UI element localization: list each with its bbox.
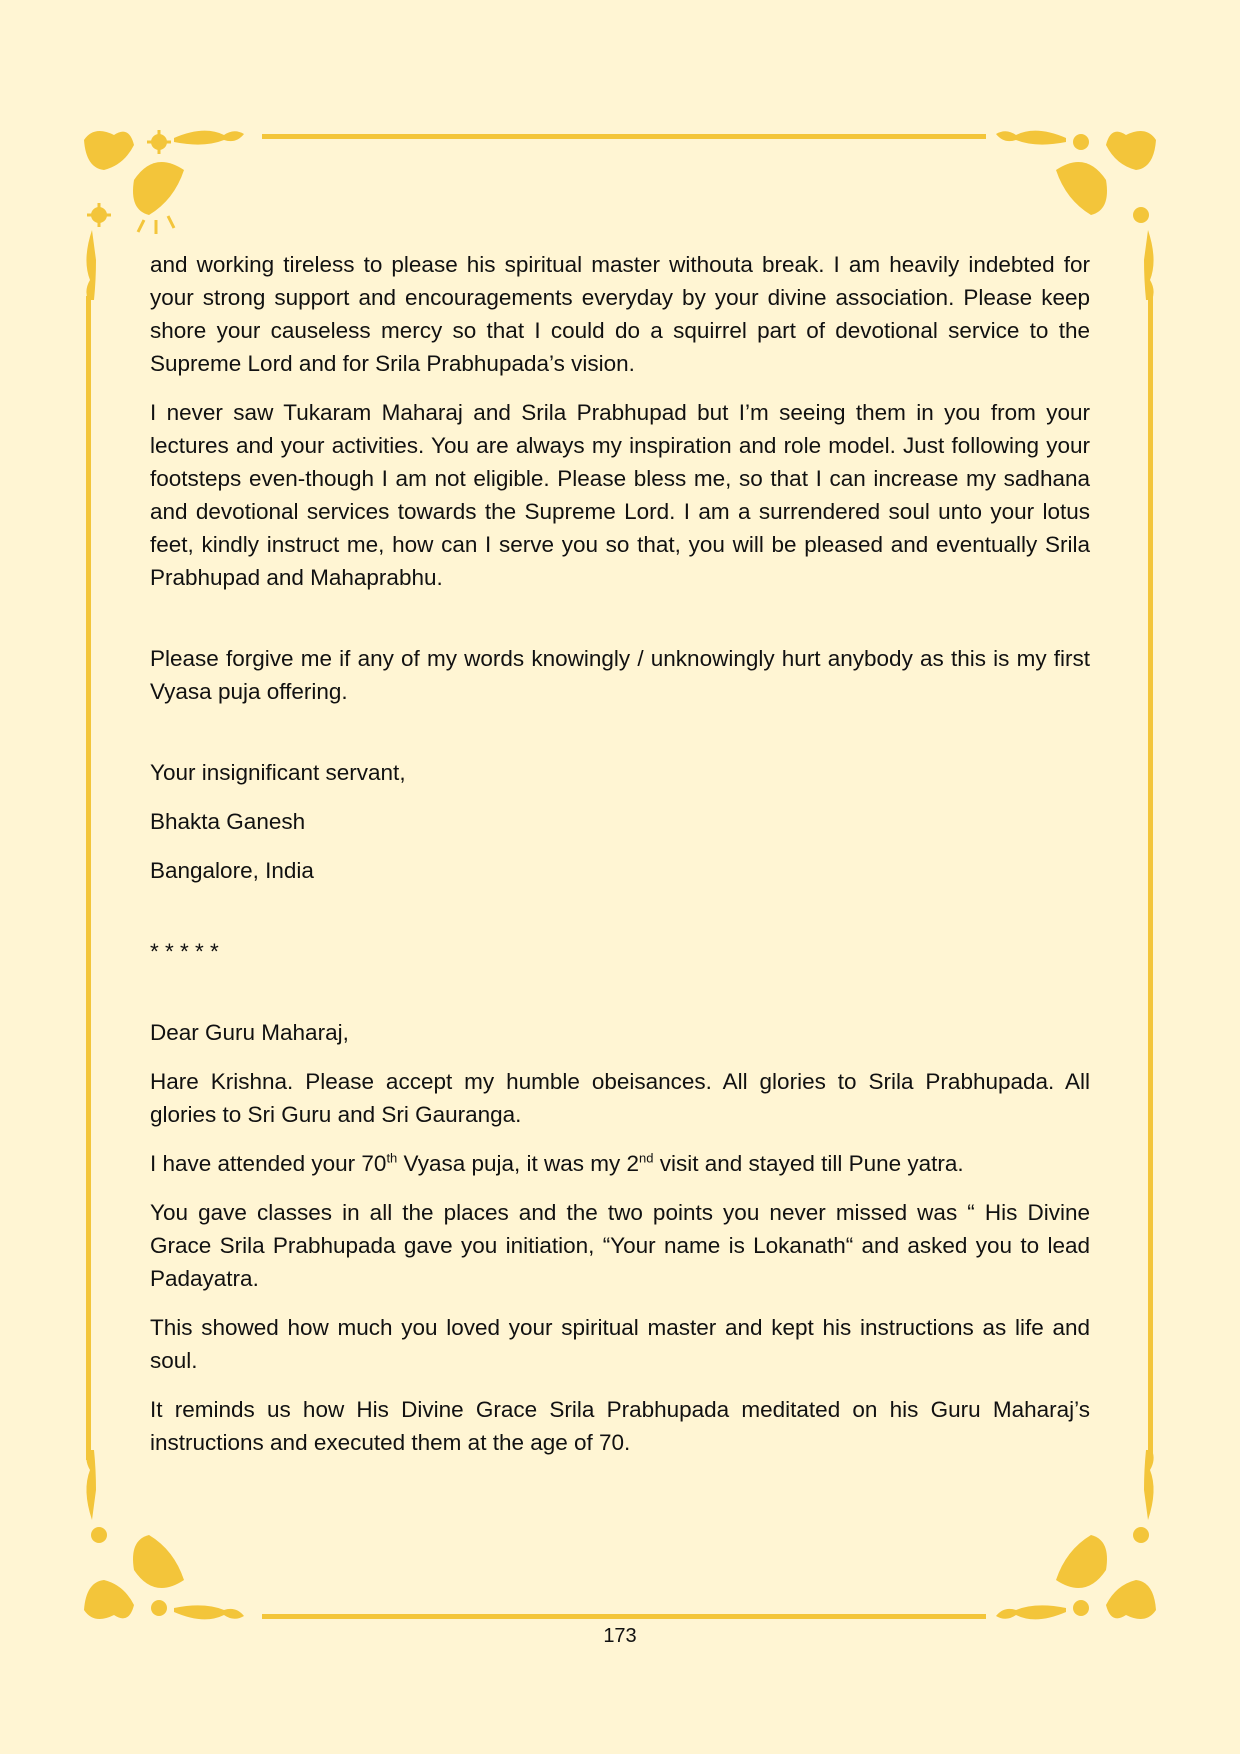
border-bottom-line	[262, 1614, 986, 1619]
page-number: 173	[603, 1625, 637, 1647]
text-run: I have attended your 70	[150, 1151, 387, 1176]
paragraph: Hare Krishna. Please accept my humble obeisances. All glories to Srila Prabhupada. All glories to Sri Guru and Sri Gauranga.	[150, 1069, 1090, 1127]
paragraph: Please forgive me if any of my words knowingly / unknowingly hurt anybody as this is my first Vyasa puja offering.	[150, 646, 1090, 704]
superscript: nd	[639, 1150, 654, 1166]
border-left-line	[86, 296, 91, 1460]
border-right-line	[1148, 296, 1153, 1460]
section-separator: * * * * *	[150, 939, 219, 964]
paragraph: You gave classes in all the places and the two points you never missed was “ His Divine Grace Srila Prabhupada gave you initiation, “Your name is Lokanath“ and asked you to lead Padayatra.	[150, 1200, 1090, 1291]
paragraph: It reminds us how His Divine Grace Srila Prabhupada meditated on his Guru Maharaj’s instructions and executed them at the age of 70.	[150, 1397, 1090, 1455]
salutation: Dear Guru Maharaj,	[150, 1020, 349, 1045]
paragraph: This showed how much you loved your spiritual master and kept his instructions as life and soul.	[150, 1315, 1090, 1373]
closing-line: Your insignificant servant,	[150, 760, 406, 785]
paragraph: I never saw Tukaram Maharaj and Srila Prabhupad but I’m seeing them in you from your lectures and your activities. You are always my inspiration and role model. Just following your footsteps even-though I am not eligible. Please bless me, so that I can increase my sadhana and devotional services towards the Supreme Lord. I am a surrendered soul unto your lotus feet, kindly instruct me, how can I serve you so that, you will be pleased and eventually Srila Prabhupad and Mahaprabhu.	[150, 400, 1090, 590]
page-body	[150, 248, 1090, 1475]
text-run: Vyasa puja, it was my 2	[397, 1151, 640, 1176]
superscript: th	[386, 1150, 398, 1166]
signature-name: Bhakta Ganesh	[150, 809, 306, 834]
paragraph: and working tireless to please his spiritual master withouta break. I am heavily indebted for your strong support and encouragements everyday by your divine association. Please keep shore your causeless mercy so that I could do a squirrel part of devotional service to the Supreme Lord and for Srila Prabhupada’s vision.	[150, 252, 1090, 376]
paragraph	[150, 1147, 1090, 1180]
signature-place: Bangalore, India	[150, 858, 314, 883]
border-top-line	[262, 134, 986, 139]
text-run: visit and stayed till Pune yatra.	[653, 1151, 964, 1176]
